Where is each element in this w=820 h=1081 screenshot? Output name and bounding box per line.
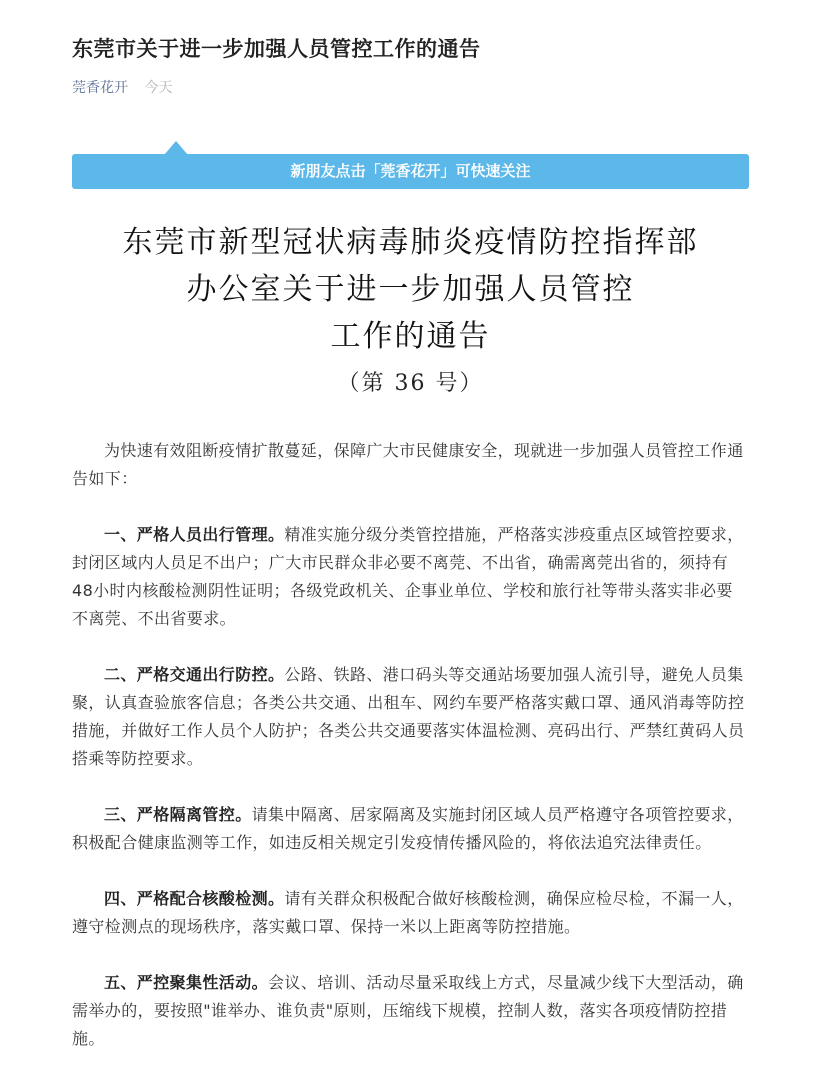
section-text: 请集中隔离、居家隔离及实施封闭区域人员严格遵守各项管控要求，积极配合健康监测等工作，如违反相关规定引发疫情传播风险的，将依法追究法律责任。: [72, 805, 744, 852]
section-heading: 五、严控聚集性活动。: [104, 973, 269, 992]
article-meta: [72, 77, 172, 97]
section-paragraph: [72, 801, 749, 857]
section-text: 公路、铁路、港口码头等交通站场要加强人流引导，避免人员集聚，认真查验旅客信息；各类公共交通、出租车、网约车要严格落实戴口罩、通风消毒等防控措施，并做好工作人员个人防护；各类公共交通要落实体温检测、亮码出行、严禁红黄码人员搭乘等防控要求。: [72, 665, 745, 768]
section-heading: 一、严格人员出行管理。: [104, 525, 285, 544]
follow-banner[interactable]: 新朋友点击「莞香花开」可快速关注: [72, 154, 749, 189]
section-paragraph: [72, 521, 749, 633]
section-paragraph: [72, 661, 749, 773]
banner-pointer-icon: [164, 141, 188, 155]
section-heading: 二、严格交通出行防控。: [104, 665, 285, 684]
section-paragraph: [72, 969, 749, 1053]
section-text: 会议、培训、活动尽量采取线上方式，尽量减少线下大型活动，确需举办的，要按照"谁举办、谁负责"原则，压缩线下规模，控制人数，落实各项疫情防控措施。: [72, 973, 744, 1048]
publish-time: 今天: [144, 80, 173, 96]
document-title-line: 办公室关于进一步加强人员管控: [186, 272, 635, 307]
intro-paragraph: [72, 437, 749, 493]
article-body: [72, 437, 749, 1081]
intro-text: 为快速有效阻断疫情扩散蔓延，保障广大市民健康安全，现就进一步加强人员管控工作通告如下：: [72, 441, 744, 488]
section-paragraph: [72, 885, 749, 941]
account-name-link[interactable]: 莞香花开: [72, 80, 128, 96]
section-text: 精准实施分级分类管控措施，严格落实涉疫重点区域管控要求，封闭区域内人员足不出户；广大市民群众非必要不离莞、不出省，确需离莞出省的，须持有48小时内核酸检测阴性证明；各级党政机关、企事业单位、学校和旅行社等带头落实非必要不离莞、不出省要求。: [72, 525, 744, 628]
section-heading: 三、严格隔离管控。: [104, 805, 252, 824]
section-text: 请有关群众积极配合做好核酸检测，确保应检尽检，不漏一人，遵守检测点的现场秩序，落实戴口罩、保持一米以上距离等防控措施。: [72, 889, 744, 936]
section-heading: 四、严格配合核酸检测。: [104, 889, 285, 908]
document-title-line: 东莞市新型冠状病毒肺炎疫情防控指挥部: [122, 225, 699, 260]
document-title: [72, 219, 749, 360]
document-number: （第 36 号）: [337, 371, 484, 396]
document-title-line: 工作的通告: [330, 319, 491, 354]
article-title: 东莞市关于进一步加强人员管控工作的通告: [72, 37, 481, 61]
